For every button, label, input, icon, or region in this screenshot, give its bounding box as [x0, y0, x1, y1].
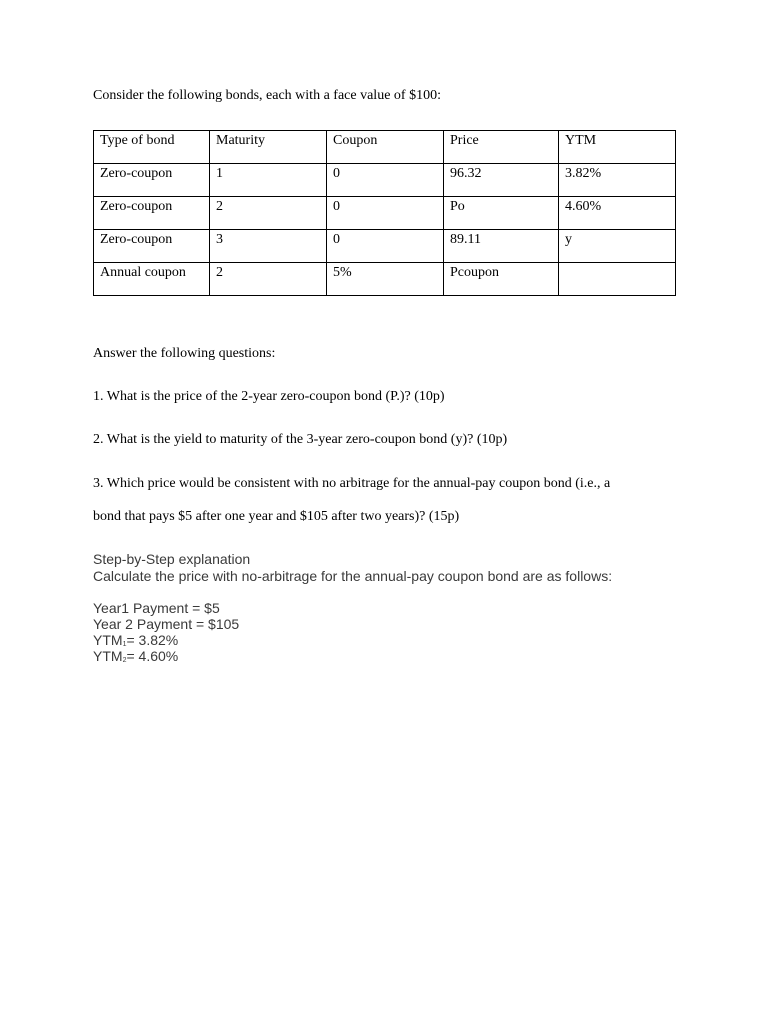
table-cell: 2	[210, 263, 327, 296]
table-cell: 1	[210, 164, 327, 197]
ytm2-label: YTM	[93, 648, 123, 664]
question-2: 2. What is the yield to maturity of the 3-year zero-coupon bond (y)? (10p)	[93, 432, 508, 447]
bonds-table	[93, 130, 676, 296]
table-row	[94, 263, 676, 296]
table-cell: 0	[327, 197, 444, 230]
table-cell: y	[559, 230, 676, 263]
header-cell: Type of bond	[94, 131, 210, 164]
header-cell: Coupon	[327, 131, 444, 164]
ytm1-label: YTM	[93, 632, 123, 648]
explanation-heading: Step-by-Step explanation	[93, 551, 251, 567]
table-cell: Zero-coupon	[94, 230, 210, 263]
table-cell: 3.82%	[559, 164, 676, 197]
table-cell: Zero-coupon	[94, 197, 210, 230]
table-cell: 96.32	[444, 164, 559, 197]
table-cell: Annual coupon	[94, 263, 210, 296]
year2-payment: Year 2 Payment = $105	[93, 616, 240, 632]
ytm2-line	[93, 648, 178, 664]
question-3-line-2: bond that pays $5 after one year and $105 after two years)? (15p)	[93, 509, 460, 524]
year1-payment: Year1 Payment = $5	[93, 600, 220, 616]
ytm1-line	[93, 632, 178, 648]
intro-text: Consider the following bonds, each with a face value of $100:	[93, 88, 441, 103]
table-cell: 89.11	[444, 230, 559, 263]
table-row	[94, 164, 676, 197]
table-cell: 3	[210, 230, 327, 263]
header-cell: Maturity	[210, 131, 327, 164]
table-cell: Pcoupon	[444, 263, 559, 296]
table-cell: 0	[327, 230, 444, 263]
table-cell: Po	[444, 197, 559, 230]
question-1: 1. What is the price of the 2-year zero-coupon bond (P.)? (10p)	[93, 389, 445, 404]
table-cell: 5%	[327, 263, 444, 296]
table-row	[94, 230, 676, 263]
header-cell: YTM	[559, 131, 676, 164]
table-cell: 4.60%	[559, 197, 676, 230]
table-header-row	[94, 131, 676, 164]
table-cell: Zero-coupon	[94, 164, 210, 197]
table-row	[94, 197, 676, 230]
question-3-line-1: 3. Which price would be consistent with no arbitrage for the annual-pay coupon bond (i.e., a	[93, 476, 611, 491]
ytm1-value: = 3.82%	[126, 632, 179, 648]
ytm2-subscript: 2	[122, 657, 127, 664]
answer-intro: Answer the following questions:	[93, 346, 276, 361]
table-cell: 0	[327, 164, 444, 197]
table-cell: 2	[210, 197, 327, 230]
table-cell	[559, 263, 676, 296]
ytm2-value: = 4.60%	[126, 648, 179, 664]
header-cell: Price	[444, 131, 559, 164]
ytm1-subscript: 1	[122, 641, 127, 648]
explanation-description: Calculate the price with no-arbitrage for the annual-pay coupon bond are as follows:	[93, 568, 613, 584]
